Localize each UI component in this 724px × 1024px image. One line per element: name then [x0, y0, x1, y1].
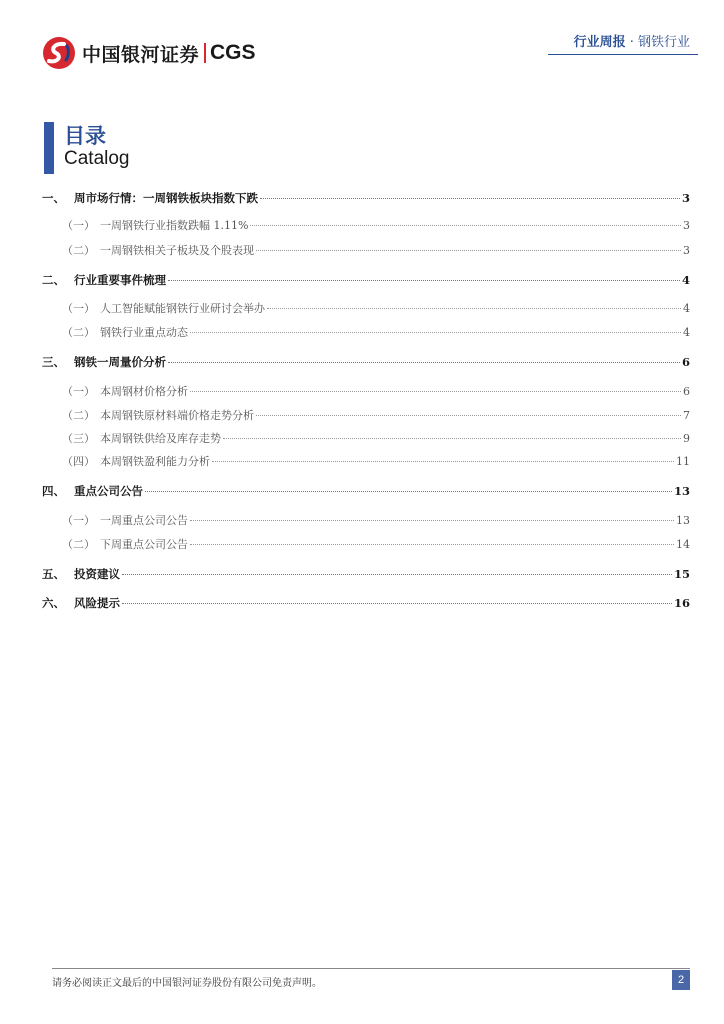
toc-entry-label: 本周钢铁盈利能力分析 [100, 455, 210, 468]
toc-entry-label: 下周重点公司公告 [100, 538, 188, 551]
footer-rule [52, 968, 690, 969]
toc-dot-leader [122, 603, 672, 604]
toc-entry[interactable] [42, 354, 690, 370]
report-type: 行业周报 [573, 35, 626, 50]
catalog-title-cn: 目录 [64, 124, 106, 148]
report-industry: 钢铁行业 [637, 35, 690, 50]
toc-entry-label: 本周钢铁供给及库存走势 [100, 432, 221, 445]
toc-dot-leader [190, 520, 674, 521]
toc-entry-label: 本周钢材价格分析 [100, 385, 188, 398]
toc-entry-label: 风险提示 [74, 596, 120, 610]
toc-entry-page: 13 [676, 514, 690, 527]
toc-entry-number: （一） [62, 514, 95, 527]
toc-entry[interactable] [42, 453, 690, 469]
toc-entry-page: 14 [676, 538, 690, 551]
toc-entry[interactable] [42, 512, 690, 528]
toc-entry-number: 一、 [42, 191, 65, 205]
toc-entry[interactable] [42, 483, 690, 499]
toc-dot-leader [168, 362, 680, 363]
toc-entry[interactable] [42, 272, 690, 288]
toc-dot-leader [190, 391, 681, 392]
toc-entry-label: 本周钢铁原材料端价格走势分析 [100, 409, 254, 422]
toc-entry-label: 一周钢铁相关子板块及个股表现 [100, 244, 254, 257]
toc-entry-number: 三、 [42, 355, 65, 369]
toc-dot-leader [256, 415, 681, 416]
toc-entry-label: 钢铁一周量价分析 [74, 355, 166, 369]
toc-entry-page: 9 [683, 432, 690, 445]
report-type-label [574, 31, 690, 50]
toc-entry-page: 6 [683, 385, 690, 398]
toc-entry[interactable] [42, 324, 690, 340]
footer-disclaimer: 请务必阅读正文最后的中国银河证券股份有限公司免责声明。 [52, 978, 322, 989]
toc-entry-number: （二） [62, 538, 95, 551]
toc-dot-leader [223, 438, 681, 439]
cgs-logo [42, 36, 256, 70]
toc-entry-label: 重点公司公告 [74, 484, 143, 498]
toc-entry-number: （一） [62, 385, 95, 398]
toc-entry[interactable] [42, 430, 690, 446]
toc-entry-label: 周市场行情：一周钢铁板块指数下跌 [74, 191, 258, 205]
toc-entry-page: 6 [681, 355, 690, 369]
toc-entry-page: 16 [673, 596, 690, 610]
toc-dot-leader [190, 544, 674, 545]
toc-entry-number: （一） [62, 219, 95, 232]
toc-entry[interactable] [42, 383, 690, 399]
logo-text-en: CGS [210, 41, 256, 64]
toc-dot-leader [145, 491, 672, 492]
toc-entry-page: 3 [683, 219, 690, 232]
toc-entry-label: 钢铁行业重点动态 [100, 326, 188, 339]
toc-entry-number: 四、 [42, 484, 65, 498]
toc-entry-page: 11 [676, 455, 690, 468]
toc-entry-label: 一周钢铁行业指数跌幅 1.11% [100, 219, 249, 232]
toc-entry-label: 人工智能赋能钢铁行业研讨会举办 [100, 302, 265, 315]
page-number: 2 [672, 970, 690, 990]
toc-entry[interactable] [42, 190, 690, 206]
toc-entry-number: （一） [62, 302, 95, 315]
toc-entry[interactable] [42, 595, 690, 611]
header-rule [548, 54, 698, 55]
toc-entry-page: 3 [681, 191, 690, 205]
toc-entry-number: 二、 [42, 273, 65, 287]
toc-entry[interactable] [42, 566, 690, 582]
toc-entry-label: 一周重点公司公告 [100, 514, 188, 527]
catalog-title-en: Catalog [64, 148, 130, 169]
toc-entry-number: 五、 [42, 567, 65, 581]
toc-entry[interactable] [42, 536, 690, 552]
toc-entry-number: （四） [62, 455, 95, 468]
toc-entry-number: （二） [62, 326, 95, 339]
toc-entry[interactable] [42, 217, 690, 233]
toc-dot-leader [256, 250, 681, 251]
toc-entry-page: 4 [683, 302, 690, 315]
toc-entry-label: 投资建议 [74, 567, 120, 581]
toc-entry-page: 13 [673, 484, 690, 498]
toc-entry-number: （二） [62, 409, 95, 422]
toc-entry[interactable] [42, 300, 690, 316]
logo-text-cn: 中国银河证券 [82, 43, 200, 66]
report-type-separator: · [625, 35, 638, 50]
toc-entry[interactable] [42, 242, 690, 258]
toc-entry-page: 4 [681, 273, 690, 287]
toc-dot-leader [212, 461, 674, 462]
toc-dot-leader [250, 225, 681, 226]
toc-entry-page: 15 [673, 567, 690, 581]
toc-dot-leader [267, 308, 681, 309]
toc-entry-page: 4 [683, 326, 690, 339]
toc-dot-leader [122, 574, 672, 575]
cgs-logo-icon [42, 36, 76, 70]
toc-entry-number: （三） [62, 432, 95, 445]
logo-divider [204, 43, 206, 63]
toc-entry-page: 7 [683, 409, 690, 422]
toc-entry-page: 3 [683, 244, 690, 257]
page-header [0, 0, 724, 80]
toc-dot-leader [260, 198, 680, 199]
toc-dot-leader [190, 332, 681, 333]
toc-entry-label: 行业重要事件梳理 [74, 273, 166, 287]
toc-dot-leader [168, 280, 680, 281]
toc-entry-number: （二） [62, 244, 95, 257]
title-accent-bar [44, 122, 54, 174]
toc-entry[interactable] [42, 407, 690, 423]
toc-entry-number: 六、 [42, 596, 65, 610]
